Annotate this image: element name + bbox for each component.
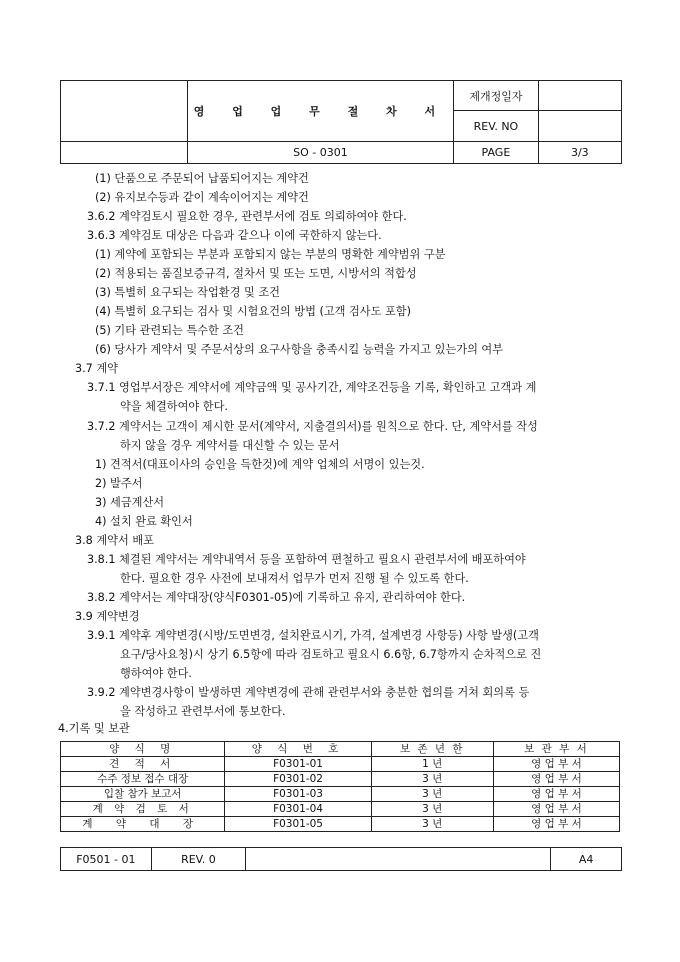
body-line: 3.7.2 계약서는 고객이 제시한 문서(계약서, 지출결의서)를 원칙으로 한다. 단, 계약서를 작성 <box>87 420 538 433</box>
body-line: 1) 견적서(대표이사의 승인을 득한것)에 계약 업체의 서명이 있는것. <box>95 458 425 471</box>
body-line: 요구/당사요청)시 상기 6.5항에 따라 검토하고 필요시 6.6항, 6.7항까지 순차적으로 진 <box>120 648 542 661</box>
form-number: F0301-05 <box>225 817 371 832</box>
section-heading: 3.9 계약변경 <box>75 610 140 623</box>
document-footer <box>60 847 622 871</box>
body-line: (5) 기타 관련되는 특수한 조건 <box>95 324 244 337</box>
header-blank-cell <box>61 81 188 142</box>
form-number: F0301-01 <box>225 757 371 772</box>
body-line: 행하여야 한다. <box>120 667 192 680</box>
body-line: 2) 발주서 <box>95 477 143 490</box>
page-number: 3/3 <box>538 141 621 163</box>
retention-period: 1 년 <box>371 757 493 772</box>
custodian-dept: 영 업 부 서 <box>493 802 619 817</box>
page-label: PAGE <box>454 141 538 163</box>
form-name: 계 약 검 토 서 <box>61 802 225 817</box>
retention-period: 3 년 <box>371 817 493 832</box>
body-line: (2) 유지보수등과 같이 계속이어지는 계약건 <box>95 191 309 204</box>
body-line: 3.9.2 계약변경사항이 발생하면 계약변경에 관해 관련부서와 충분한 협의를 거쳐 회의록 등 <box>87 686 530 699</box>
form-name: 수주 정보 접수 대장 <box>61 772 225 787</box>
custodian-dept: 영 업 부 서 <box>493 772 619 787</box>
column-header: 보 존 년 한 <box>371 742 493 757</box>
retention-period: 3 년 <box>371 787 493 802</box>
table-row <box>61 817 620 832</box>
document-number: SO - 0301 <box>187 141 454 163</box>
paper-size: A4 <box>551 848 622 871</box>
form-name: 견 적 서 <box>61 757 225 772</box>
records-table <box>60 741 620 832</box>
custodian-dept: 영 업 부 서 <box>493 757 619 772</box>
rev-no-label: REV. NO <box>454 111 538 141</box>
body-line: (3) 특별히 요구되는 작업환경 및 조건 <box>95 286 280 299</box>
form-number: F0301-04 <box>225 802 371 817</box>
footer-blank-cell <box>246 848 551 871</box>
body-line: 3) 세금계산서 <box>95 496 165 509</box>
body-line: (4) 특별히 요구되는 검사 및 시험요건의 방법 (고객 검사도 포함) <box>95 305 411 318</box>
body-line: (1) 단품으로 주문되어 납품되어지는 계약건 <box>95 172 309 185</box>
body-line: 약을 체결하여야 한다. <box>120 400 228 413</box>
form-number: F0301-03 <box>225 787 371 802</box>
body-line: (2) 적용되는 품질보증규격, 절차서 및 또는 도면, 시방서의 적합성 <box>95 267 417 280</box>
retention-period: 3 년 <box>371 802 493 817</box>
form-name: 입찰 참가 보고서 <box>61 787 225 802</box>
body-line: 4) 설치 완료 확인서 <box>95 515 193 528</box>
form-name: 계 약 대 장 <box>61 817 225 832</box>
body-line: 3.8.1 체결된 계약서는 계약내역서 등을 포함하여 편철하고 필요시 관련부서에 배포하여야 <box>87 553 526 566</box>
rev-no-value <box>538 111 621 141</box>
column-header: 보 관 부 서 <box>493 742 619 757</box>
custodian-dept: 영 업 부 서 <box>493 787 619 802</box>
section-heading: 3.7 계약 <box>75 362 118 375</box>
body-line: (6) 당사가 계약서 및 주문서상의 요구사항을 충족시킬 능력을 가지고 있는가의 여부 <box>95 343 504 356</box>
header-blank-cell-2 <box>61 141 188 163</box>
body-line: 한다. 필요한 경우 사전에 보내져서 업무가 먼저 진행 될 수 있도록 한다. <box>120 572 469 585</box>
table-row <box>61 772 620 787</box>
document-title: 영 업 업 무 절 차 서 <box>187 81 454 142</box>
form-number: F0301-02 <box>225 772 371 787</box>
body-line: 3.9.1 계약후 계약변경(시방/도면변경, 설치완료시기, 가격, 설계변경 사항등) 사항 발생(고객 <box>87 629 539 642</box>
table-row <box>61 757 620 772</box>
rev-date-value <box>538 81 621 111</box>
revision: REV. 0 <box>151 848 246 871</box>
body-line: 을 작성하고 관련부서에 통보한다. <box>120 705 286 718</box>
body-line: 3.8.2 계약서는 계약대장(양식F0301-05)에 기록하고 유지, 관리하여야 한다. <box>87 591 466 604</box>
table-row <box>61 787 620 802</box>
body-line: 3.6.3 계약검토 대상은 다음과 같으나 이에 국한하지 않는다. <box>87 229 382 242</box>
form-code: F0501 - 01 <box>61 848 152 871</box>
table-row <box>61 802 620 817</box>
table-header-row <box>61 742 620 757</box>
column-header: 양 식 명 <box>61 742 225 757</box>
document-header <box>60 80 622 164</box>
section-heading: 4.기록 및 보관 <box>58 722 130 735</box>
body-line: (1) 계약에 포함되는 부분과 포함되지 않는 부분의 명확한 계약범위 구분 <box>95 248 446 261</box>
body-line: 하지 않을 경우 계약서를 대신할 수 있는 문서 <box>120 439 340 452</box>
custodian-dept: 영 업 부 서 <box>493 817 619 832</box>
body-line: 3.6.2 계약검토시 필요한 경우, 관련부서에 검토 의뢰하여야 한다. <box>87 210 407 223</box>
column-header: 양 식 번 호 <box>225 742 371 757</box>
retention-period: 3 년 <box>371 772 493 787</box>
section-heading: 3.8 계약서 배포 <box>75 534 154 547</box>
body-line: 3.7.1 영업부서장은 계약서에 계약금액 및 공사기간, 계약조건등을 기록, 확인하고 고객과 계 <box>87 381 537 394</box>
rev-date-label: 제개정일자 <box>454 81 538 111</box>
